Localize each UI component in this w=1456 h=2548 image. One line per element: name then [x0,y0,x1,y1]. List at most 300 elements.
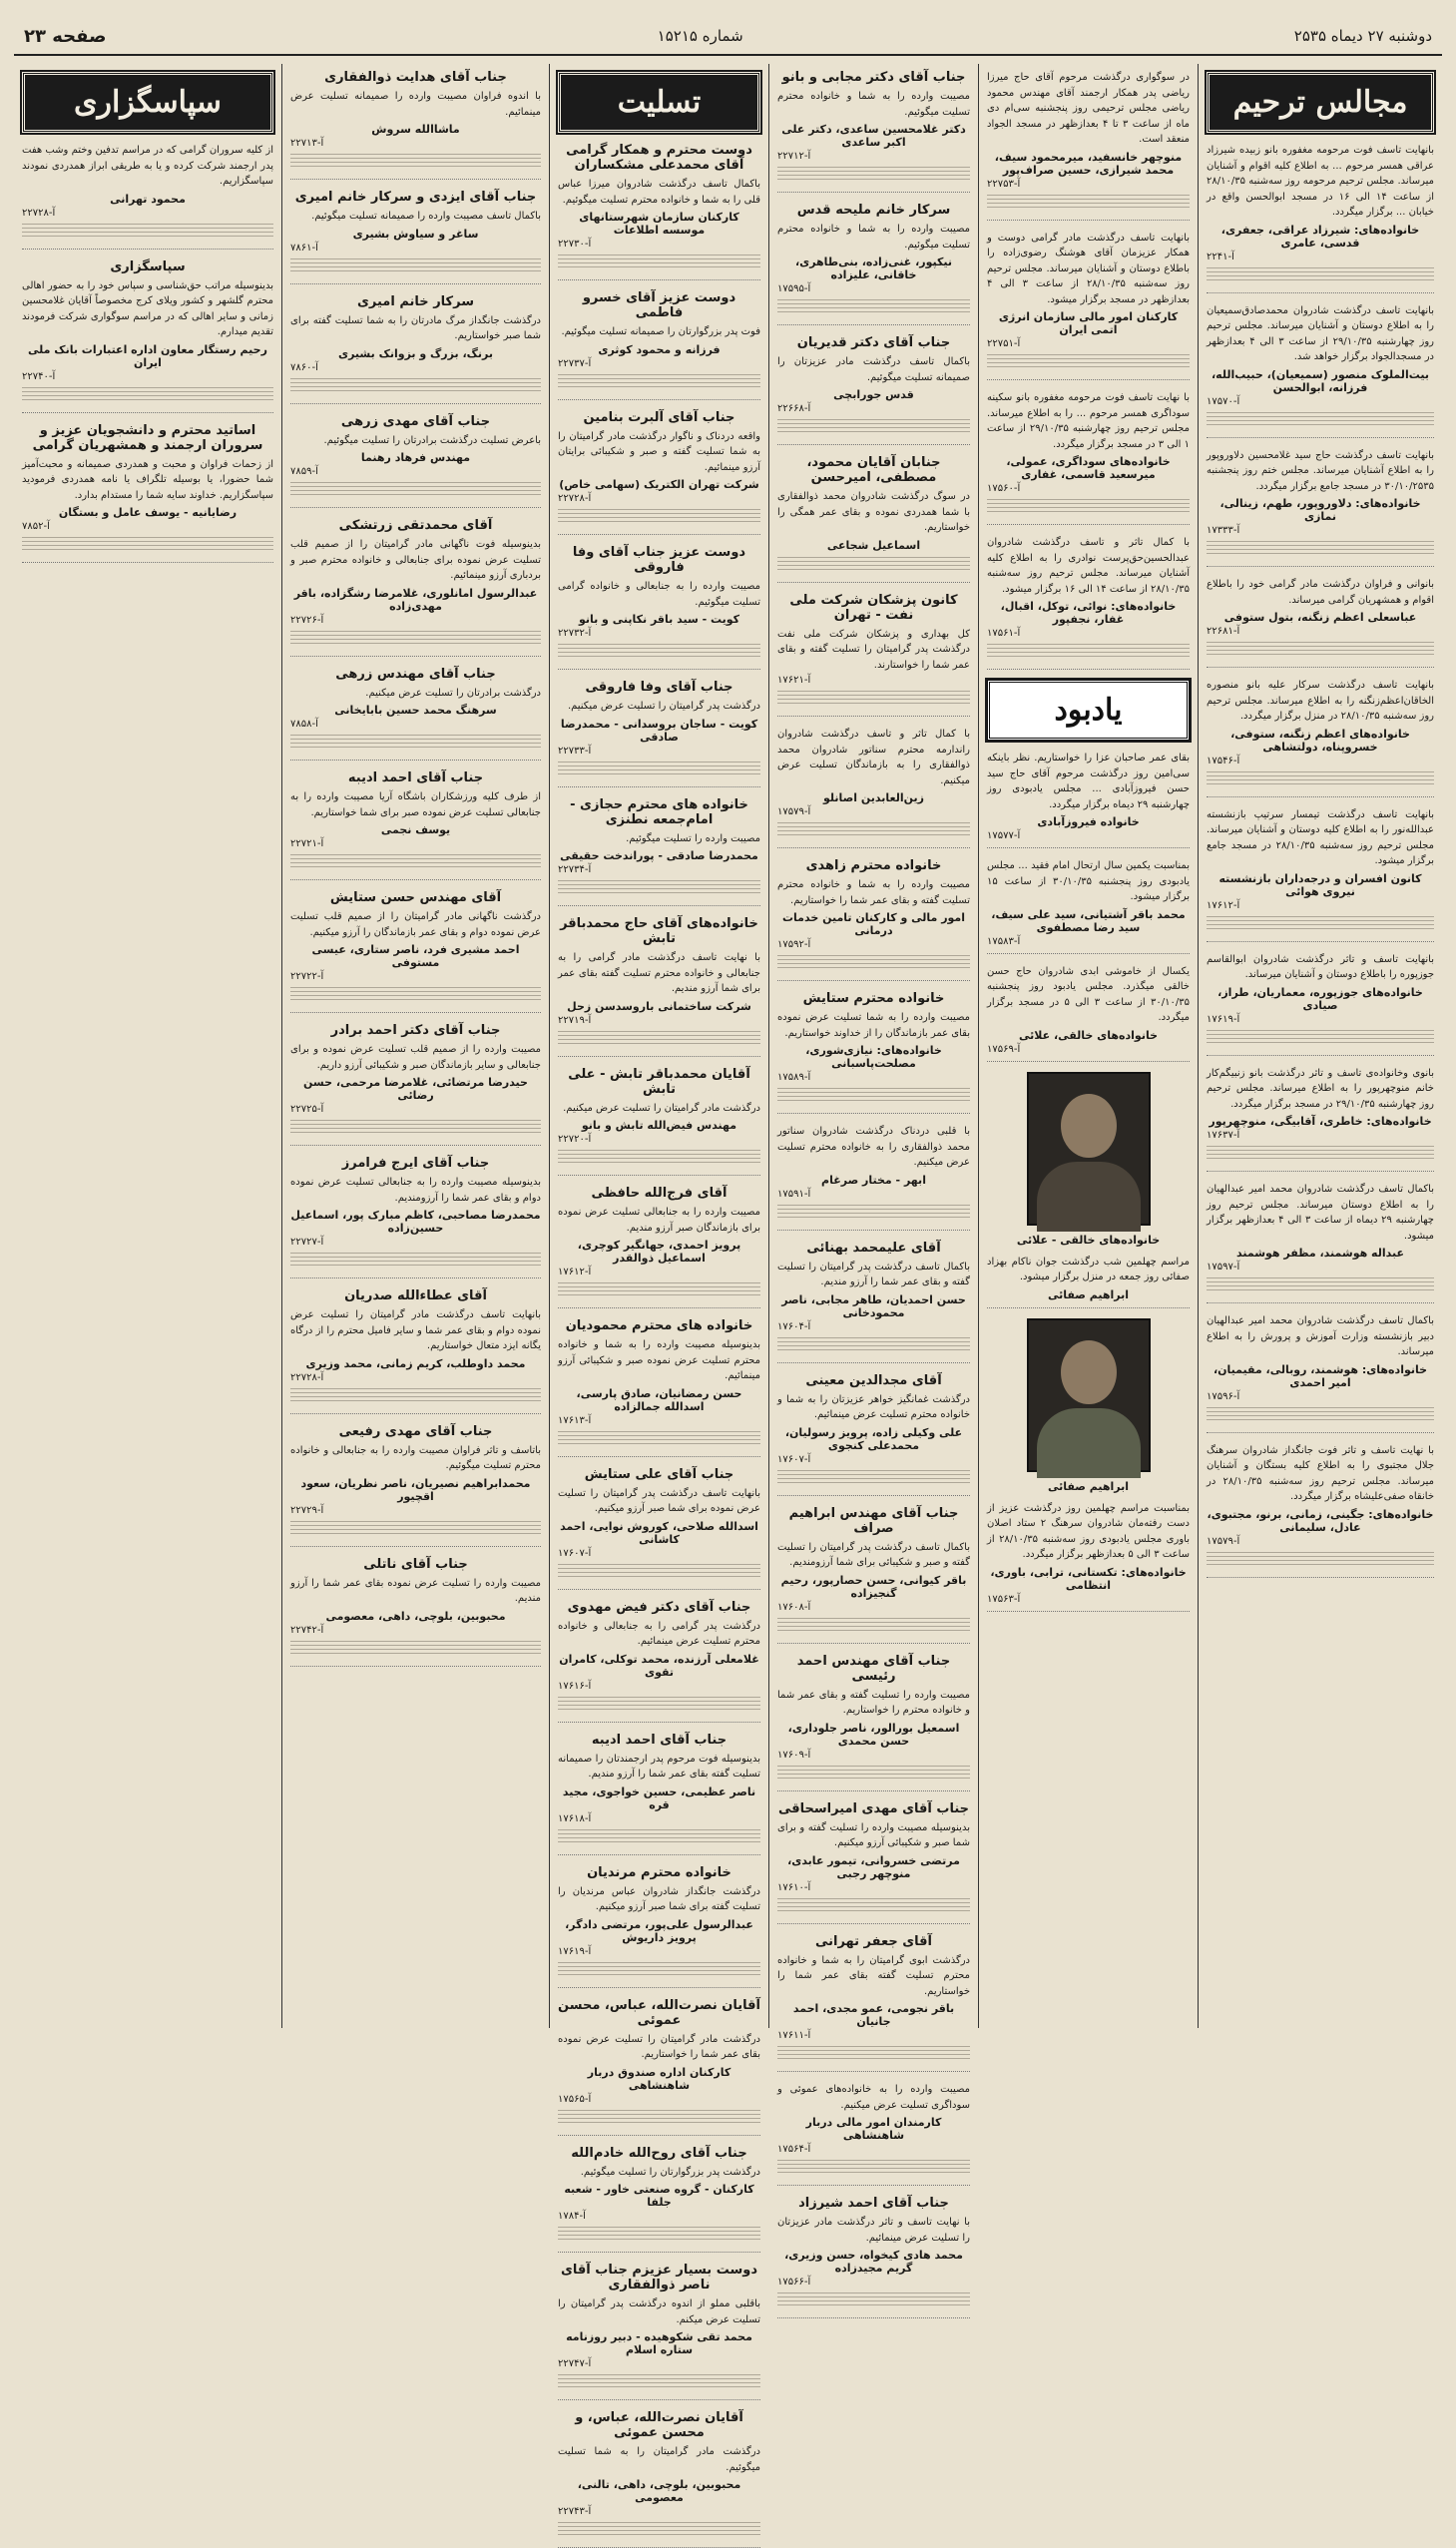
notice [290,190,541,284]
portrait-photo [1027,1072,1151,1226]
notice-code: آ-۷۸۵۹ [290,466,318,477]
notice-text: درگذشت مادر گرامیتان را به شما تسلیت میگوئیم. [558,2446,760,2473]
notice-title: جناب آقای احمد شیرزاد [798,2196,949,2211]
notice [1207,952,1434,1056]
notice [558,1186,760,1308]
text-lines [22,224,273,238]
notice-signature: محمدرضا صادقی - پوراندخت حقیقی [560,849,758,862]
notice [987,390,1190,525]
notice-signature: ابهر - مختار صرغام [821,1173,926,1187]
notice-code: آ-۲۲۷۲۵ [290,1104,324,1115]
column-2-notices [290,70,541,1667]
notice [777,2196,970,2318]
notice-title: آقای مهندس حسن ستایش [329,890,502,905]
notice-title: جناب آقای مهدی زرهی [340,413,491,429]
portrait-head [1061,1340,1117,1404]
text-lines [558,1431,760,1445]
notice-signature: خانواده‌های: هوشمند، روبالی، مقیمیان، امیر احمدی [1213,1362,1428,1389]
notice-title: جناب آقای مهندس زرهی [335,666,496,682]
notice-text: درگذشت پدر گرامی را به جنابعالی و خانواده محترم تسلیت عرض مینمائیم. [558,1620,760,1647]
text-lines [290,854,541,868]
notice-signature: برنگ، بزرگ و بزوانک بشیری [338,346,493,360]
column-3-notices [558,143,760,2548]
notice-text: مصیبت وارده را به شما و خانواده محترم تسلیت گفته و بقای عمر شما را خواستاریم. [777,879,970,906]
notice-title: آقای فرج‌الله حافظی [591,1186,728,1201]
notice-signature: خانواده‌های: نوائی، توکل، اقبال، غفار، نجفپور [1000,600,1177,626]
notice-code: آ-۲۲۷۲۲ [290,971,324,982]
issue-date: دوشنبه ۲۷ دیماه ۲۵۳۵ [1293,27,1432,45]
notice-title: جناب آقای علی ستایش [584,1466,734,1482]
notice-code: آ-۲۲۷۲۸ [558,493,592,504]
notice-text: با نهایت تاسف فوت مرحومه مغفوره بانو سکینه سودا‌گری همسر مرحوم ... را به اطلاع میرساند. مجلس ترحیم روز چهارشنبه ۲۹/۱۰/۳۵ از ساعت ۱ الی ۳ در مسجد برگزار میگردد. [987,392,1190,450]
notice-code: آ-۱۷۵۶۱ [987,628,1021,639]
notice-text: بانهایت تاسف درگذشت شادروان محمدصادق‌سمیعیان را به اطلاع دوستان و آشنایان میرساند. مجلس ترحیم روز چهارشنبه ۲۹/۱۰/۳۵ از ساعت ۳ الی ۴ بعدازظهر در مسجدالجواد برگزار خواهد شد. [1207,304,1434,362]
notice-code: آ-۲۲۷۱۳ [290,138,324,149]
notice-text: مصیبت وارده را به خانواده‌های عموئی و سوداگری تسلیت عرض میکنیم. [777,2084,970,2111]
text-lines [558,374,760,388]
page-number: صفحه ۲۳ [24,25,107,47]
notice [777,455,970,583]
text-lines [558,1564,760,1578]
notice-text: باکمال تاسف درگذشت شادروان میرزا عباس قلی را به شما و خانواده محترم تسلیت میگوئیم. [558,179,760,206]
text-lines [777,167,970,181]
notice-signature: ساغر و سیاوش بشیری [352,227,479,241]
notice-title: آقای جعفر تهرانی [814,1933,932,1949]
notice [558,143,760,280]
notice-text: باقلبی مملو از اندوه درگذشت پدر گرامیتان را تسلیت عرض میکنم. [558,2298,760,2325]
notice-signature: مهندس فرهاد رهنما [360,451,471,464]
notice-title: آقایان نصرت‌الله، عباس، محسن عموئی [558,1997,760,2028]
column-5 [978,64,1198,2028]
issue-number: شماره ۱۵۲۱۵ [657,27,743,45]
column-6 [1198,64,1442,2028]
notice [22,143,273,250]
notice-signature: حسن رمضانیان، صادق پارسی، اسدالله جمالزاده [576,1386,742,1413]
notice-title: جناب آقای مهندس احمد رئیسی [796,1653,951,1684]
notice [558,2410,760,2548]
text-lines [290,378,541,392]
notice-signature: خانواده‌های جوزپوره، معماریان، طراز، صیادی [1217,985,1423,1012]
notice [777,1934,970,2073]
notice [1207,448,1434,568]
notice-code: آ-۲۲۷۲۶ [290,614,324,626]
notice-title: خانواده محترم زاهدی [805,858,942,873]
notice-signature: ابراهیم صفائی [1047,1287,1130,1301]
notice-text: بدینوسیله مصیبت وارده را تسلیت گفته و برای شما صبر و شکیبائی آرزو میکنیم. [777,1821,970,1848]
notice-signature: اسدالله صلاحی، کوروش نوایی، احمد کاشانی [560,1519,758,1546]
notice-signature: کانون افسران و درجه‌داران بازنشسته نیروی هوائی [1218,871,1422,898]
notice-text: بمناسبت مراسم چهلمین روز درگذشت عزیز از دست رفته‌مان شادروان سرهنگ ۲ ستاد اصلان باوری مجلس یادبودی روز سه‌شنبه ۲۸/۱۰/۳۵ از ساعت ۳ الی ۵ بعدازظهر برگزار میگردد. [987,1502,1190,1560]
notice [987,70,1190,221]
notice-code: آ-۱۷۵۹۲ [777,939,811,950]
notice-signature: دکتر غلامحسین ساعدی، دکتر علی اکبر ساعدی [781,123,966,149]
notice-code: آ-۱۷۶۱۲ [558,1267,592,1277]
notice-title: خانواده محترم مرندیان [587,1864,731,1880]
notice-code: آ-۱۷۶۱۲ [1207,899,1240,911]
notice-signature: محمد تقی شکوهیده - دبیر روزنامه ستاره اسلام [566,2330,752,2356]
text-lines [558,1282,760,1296]
notice-text: درگذشت ابوی گرامیتان را به شما و خانواده محترم تسلیت گفته بقای عمر شما را خواستاریم. [777,1954,970,1997]
notice-code: آ-۱۷۳۳۳ [1207,525,1240,536]
notice [987,1501,1190,1612]
notice-text: مصیبت وارده را از صمیم قلب تسلیت عرض نموده و برای جنابعالی و سایر بازماندگان صبر و شکیبائی آرزو داریم. [290,1044,541,1071]
notice-title: آقای مجدالدین معینی [805,1372,942,1388]
notice [1207,678,1434,797]
notice-title: خانواده محترم ستایش [802,991,945,1006]
notice-code: آ-۱۷۶۰۹ [777,1749,811,1761]
notice [558,680,760,787]
notice-signature: شرکت تهران الکتریک (سهامی خاص) [559,478,759,491]
text-lines [987,195,1190,209]
notice-code: آ-۱۷۶۰۴ [777,1320,811,1332]
notice-code: آ-۷۸۵۲ [22,521,50,532]
notice-signature: قدس جورابچی [833,388,914,401]
notice-title: جناب آقای آلبرت بنامین [583,409,735,425]
notice [1207,143,1434,293]
notice-title: جناب آقای مهدی رفیعی [338,1423,493,1439]
notice-title: جناب آقای ایرج فرامرز [341,1156,490,1171]
notice-title: جناب آقای وفا فاروقی [585,680,733,695]
notice-signature: خانواده‌های: شیرزاد عراقی، جعفری، قدسی، عامری [1220,223,1420,250]
notice [558,1600,760,1723]
notice-code: آ-۱۷۶۱۹ [1207,1013,1240,1025]
text-lines [558,255,760,268]
notice-signature: پرویز احمدی، جهانگیر کوچری، اسماعیل ذوالقدر [577,1239,741,1265]
notice [777,1241,970,1363]
notice-title: سپاسگزاری [110,258,186,274]
notice [290,1424,541,1547]
notice [1207,1443,1434,1578]
text-lines [777,1337,970,1351]
notice-text: با نهایت تاسف و تاثر درگذشت مادر عزیزتان را تسلیت عرض مینمائیم. [777,2217,970,2244]
notice [777,1506,970,1644]
notice-text: باکمال تاسف درگذشت شادروان محمد امیر عبدالهیان دبیر بازنشسته وزارت آموزش و پرورش را به اطلاع میرساند. [1207,1315,1434,1357]
notice-signature: محمود تهرانی [110,192,186,206]
notice-signature: فرزانه و محمود کوثری [598,342,721,356]
notice-text: بانهایت تاسف درگذشت سرکار علیه بانو منصوره الخاقان‌اعظم‌زنگنه را به اطلاع میرساند. مجلس ترحیم روز سه‌شنبه ۲۸/۱۰/۳۵ در منزل برگزار میگردد. [1207,680,1434,722]
notice-text: مصیبت وارده را به شما و خانواده محترم تسلیت میگوئیم. [777,224,970,251]
text-lines [777,822,970,836]
notice-text: در سوگ درگذشت شادروان محمد ذوالفقاری با شما همدردی نموده و بقای عمر همگی را خواستاریم. [777,491,970,533]
majales-banner: مجالس ترحیم [1207,72,1434,133]
notice-code: آ-۷۸۶۰ [290,361,318,373]
notice-text: بانهایت تاسف درگذشت مادر گرامی دوست و همکار عزیزمان آقای هوشنگ رضوی‌زاده را باطلاع دوستان و آشنایان میرساند. مجلس ترحیم روز سه‌شنبه ۲۸/۱۰/۳۵ از ساعت ۳ الی ۴ بعدازظهر در مسجد برگزار میشود. [987,232,1190,305]
text-lines [987,644,1190,658]
notice-signature: کارکنان امور مالی سازمان انرژی اتمی ایران [998,310,1179,336]
text-lines [558,509,760,523]
notice-text: مصیبت وارده را تسلیت گفته و بقای عمر شما و خانواده محترم را خواستاریم. [777,1689,970,1716]
text-lines [558,644,760,658]
text-lines [290,482,541,496]
text-lines [22,537,273,551]
notice-code: آ-۲۲۷۱۹ [558,1014,592,1026]
notice-code: آ-۷۸۵۸ [290,719,318,730]
notice-text: باکمال تاسف درگذشت شادروان محمد امیر عبدالهیان را به اطلاع دوستان میرساند. مجلس ترحیم روز چهارشنبه ۲۹ دیماه از ساعت ۳ الی ۴ بعدازظهر برگزار میشود. [1207,1184,1434,1242]
notice [777,1373,970,1496]
notice [290,890,541,1013]
notice-text: بانهایت تاسف فوت مرحومه مغفوره بانو زبیده شیرزاد عراقی همسر مرحوم ... به اطلاع کلیه اقوام و آشنایان میرساند. مجلس ترحیم مرحومه روز سه‌شنبه ۲۸/۱۰/۳۵ از ساعت ۱۴ الی ۱۶ در مسجد ابوالحسن واقع در خیابان ... برگزار میگردد. [1207,145,1434,218]
text-lines [290,631,541,645]
text-lines [987,499,1190,513]
notice-title: آقای محمدتقی زرتشکی [338,518,493,533]
notice [558,2263,760,2400]
text-lines [558,2227,760,2241]
text-lines [558,1031,760,1045]
notice-title: دوست بسیار عزیزم جناب آقای ناصر ذوالفقاری [560,2263,758,2293]
text-lines [290,154,541,168]
text-lines [558,1962,760,1976]
notice [558,797,760,907]
notice-text: از کلیه سروران گرامی که در مراسم تدفین وختم وشب هفت پدر ارجمند شرکت کرده و یا به طریقی ابراز همدردی نمودند سپاسگزاریم. [22,145,273,187]
notice-text: فوت پدر بزرگوارتان را صمیمانه تسلیت میگوئیم. [561,326,760,337]
notice-signature: اسماعیل شجاعی [826,538,921,552]
notice [558,916,760,1057]
notice-text: باکمال تاسف درگذشت پدر گرامیتان را تسلیت گفته و صبر و شکیبائی برای شما آرزومندیم. [777,1541,970,1568]
notice-signature: محمد داوطلب، کریم زمانی، محمد وزیری [305,1356,526,1370]
notice-code: آ-۲۲۷۴۷ [558,2358,592,2369]
notice-signature: خانواده‌های: دلاوروپور، طهم، زینالی، نمازی [1219,497,1421,523]
notice-code: آ-۱۷۶۲۱ [777,675,811,686]
notice-text: مراسم چهلمین شب درگذشت جوان ناکام بهزاد صفائی روز جمعه در منزل برگزار میشود. [987,1256,1190,1282]
notice [558,290,760,400]
text-lines [777,1205,970,1219]
text-lines [777,2160,970,2174]
notice-code: آ-۱۷۵۶۳ [987,1593,1021,1605]
notice-text: واقعه دردناک و ناگوار درگذشت مادر گرامیتان را به شما تسلیت گفته و صبر و شکیبائی برایتان آرزو مینمائیم. [558,430,760,473]
notice-signature: خانواده‌های: جگینی، زمانی، برنو، مجتبوی، عادل، سلیمانی [1207,1507,1434,1534]
column-1-notices [22,143,273,563]
notice-code: آ-۱۷۵۶۵ [558,2093,592,2105]
notice [1207,1066,1434,1173]
notice-code: آ-۲۲۷۳۴ [558,864,592,875]
text-lines [1207,1146,1434,1160]
notice-text: باکمال تاسف درگذشت مادر عزیزتان را صمیمانه تسلیت میگوئیم. [777,356,970,383]
notice-text: درگذشت غمانگیز خواهر عزیزتان را به شما و خانواده محترم تسلیت عرض مینمائیم. [777,1393,970,1420]
notice-title: خانواده های محترم حجازی - امام‌جمعه نطنزی [570,796,748,827]
notice [290,518,541,657]
notice [777,335,970,445]
text-lines [558,2522,760,2536]
notice-signature: کارکنان اداره صندوق دربار شاهنشاهی [587,2065,731,2092]
notice-signature: خانواده‌های: تکستانی، ترابی، باوری، انتظامی [990,1565,1187,1592]
notice-title: خانواده های محترم محمودیان [565,1318,753,1333]
notice-text: درگذشت برادرتان را تسلیت عرض میکنیم. [365,687,541,699]
notice-signature: مرتضی خسروانی، تیمور عابدی، منوچهر رجبی [787,1853,960,1880]
notice-code: آ-۲۲۷۲۰ [558,1134,592,1145]
notice-code: آ-۲۲۷۳۰ [558,239,592,250]
notice [777,991,970,1114]
notice-code: آ-۱۷۵۶۹ [987,1043,1021,1055]
notice-signature: حسن احمدیان، طاهر مجابی، ناصر محمودخانی [781,1292,966,1319]
notice [290,667,541,762]
notice-title: جناب آقای مهدی امیراسحاقی [777,1800,970,1816]
notice [558,1998,760,2136]
notice-text: مصیبت وارده را به جنابعالی تسلیت عرض نموده برای بازماندگان صبر آرزو مندیم. [558,1207,760,1234]
notice-code: آ-۱۷۶۱۱ [777,2030,811,2041]
notice-signature: کارکنان - گروه صنعتی خاور - شعبه جلفا [564,2183,754,2209]
portrait-head [1061,1094,1117,1158]
columns [14,64,1442,2517]
notice-code: آ-۱۷۵۹۶ [1207,1390,1240,1402]
notice [987,535,1190,670]
notice-code: آ-۱۷۵۴۶ [1207,755,1240,766]
text-lines [1207,267,1434,281]
notice [22,259,273,413]
notice [777,2082,970,2186]
text-lines [290,1521,541,1535]
notice-code: آ-۲۲۷۴۰ [22,370,56,382]
notice-text: مصیبت وارده را تسلیت میگوئیم. [626,832,760,844]
text-lines [1207,916,1434,930]
notice-code: آ-۲۲۷۳۳ [558,745,592,757]
notice-code: آ-۱۷۵۹۷ [1207,1262,1240,1273]
notice-title: دوست عزیز جناب آقای وفا فاروقی [572,545,746,575]
text-lines [1207,541,1434,555]
notice-title: جناب آقای دکتر فیض مهدوی [567,1599,751,1615]
notice-code: آ-۱۷۵۹۱ [777,1188,811,1200]
notice-text: باکمال تاسف مصیبت وارده را صمیمانه تسلیت میگوئیم. [311,211,541,222]
notice-title: دوست عزیز آقای خسرو فاطمی [582,290,736,320]
notice-text: از طرف کلیه ورزشکاران باشگاه آریا مصیبت وارده را به جنابعالی تسلیت عرض نموده صبر برای شما خواستاریم. [290,791,541,818]
notice-title: جناب آقای دکتر احمد برادر [330,1023,501,1038]
notice [777,1124,970,1231]
notice-text: بانوانی و فراوان درگذشت مادر گرامی خود را باطلاع اقوام و همشهریان گرامی میرساند. [1207,579,1434,606]
column-4-notices [777,70,970,2318]
notice-signature: شرکت ساختمانی باروسدسن زحل [567,999,751,1013]
notice-code: آ-۲۲۷۳۷ [558,357,592,369]
notice-text: بقای عمر صاحبان عزا را خواستاریم. نظر باینکه سی‌امین روز درگذشت مرحوم آقای حاج سید حسن فیروزآبادی ... مجلس یادبودی روز چهارشنبه ۲۹ دیماه برگزار میگردد. [987,753,1190,810]
text-lines [22,387,273,401]
notice [290,1288,541,1414]
notice [558,1467,760,1590]
notice-signature: اسمعیل بورالور، ناصر جلوداری، حسن محمدی [787,1721,960,1748]
notice-title: جناب آقای دکتر مجابی و بانو [781,70,966,85]
notice [987,1255,1190,1308]
notice [777,858,970,981]
text-lines [1207,1277,1434,1291]
notice-title: جنابان آقایان محمود، مصطفی، امیرحسن [806,455,941,485]
text-lines [290,1120,541,1134]
notice-signature: کویت - سید باقر نکاپنی و بانو [578,613,740,626]
notice [22,423,273,564]
notice-text: بدینوسیله مراتب حق‌شناسی و سپاس خود را به حضور اهالی محترم گلشهر و کشور ویلای کرج مخصوصاً آقایان غلامحسین زمانی و سایر اهالی که در مراسم سوگواری شرکت فرمودند تقدیم میدارم. [22,279,273,337]
notice [558,1067,760,1177]
text-lines [777,955,970,969]
text-lines [1207,1030,1434,1044]
notice [290,294,541,404]
notice-text: بانهایت تاسف و تاثر درگذشت شادروان ابوالقاسم جوزپوره را باطلاع دوستان و آشنایان میرساند. [1207,953,1434,980]
notice [987,858,1190,954]
notice-title: سرکار خانم امیری [357,293,474,309]
notice [777,1654,970,1791]
text-lines [777,299,970,313]
notice-text: باعرض تسلیت درگذشت برادرتان را تسلیت میگوئیم. [323,434,541,446]
notice-code: آ-۱۷۶۱۰ [777,1881,811,1893]
notice-signature: خانواده فیروزآبادی [1037,815,1140,828]
text-lines [777,2046,970,2060]
notice-signature: محمد هادی کیخواه، حسن وزیری، گریم مجیدزاده [784,2249,963,2275]
notice [558,1733,760,1855]
notice-signature: رضایانیه - یوسف عامل و بستگان [58,506,238,519]
notice-text: در سوگواری درگذشت مرحوم آقای حاج میرزا ریاضی پدر همکار ارجمند آقای مهندس محمود ریاضی مجلس ترحیمی روز پنجشنبه سی‌ام دی ماه از ساعت ۳ تا ۴ بعدازظهر در مسجد الجواد منعقد است. [987,72,1191,145]
notice-title: آقای عطاءالله صدریان [344,1288,487,1303]
notice-text: درگذشت جانگداز شادروان عباس مرندیان را تسلیت گفته برای شما صبر آرزو میکنیم. [558,1885,760,1912]
text-lines [777,2293,970,2306]
notice-signature: غلامعلی آرزنده، محمد توکلی، کامران تقوی [559,1652,759,1679]
photo-caption: ابراهیم صفائی [1047,1479,1130,1493]
notice-signature: باقر نجومی، عمو مجدی، احمد جانیان [792,2002,955,2028]
notice-signature: خانواده‌های خالقی، علائی [1018,1028,1159,1042]
notice-text: یکسال از خاموشی ابدی شادروان حاج حسن خالقی میگذرد. مجلس یادبود روز پنجشنبه ۳۰/۱۰/۳۵ از ساعت ۳ الی ۵ در مسجد برگزار میگردد. [987,965,1190,1023]
notice-signature: محمدرضا مصاحبی، کاظم مبارک پور، اسماعیل حسین‌زاده [290,1209,541,1235]
notice-code: آ-۱۷۵۷۰ [1207,395,1240,407]
notice-signature: عبدالرسول امانلوری، غلامرضا رشگزاده، باقر مهدی‌زاده [293,586,538,613]
notice-code: آ-۱۷۸۴ [558,2211,586,2222]
notice-signature: خانواده‌های: خاطری، آقابیگی، منوچهرپور [1209,1115,1432,1128]
portrait-body [1037,1162,1141,1232]
notice [1207,577,1434,668]
notice-title: جناب آقای ایزدی و سرکار خانم امیری [294,190,537,205]
notice [777,593,970,718]
notice-text: مصیبت وارده را به شما و خانواده محترم تسلیت میگوئیم. [777,91,970,118]
notice-text: بدینوسیله فوت مرحوم پدر ارجمندتان را صمیمانه تسلیت گفته بقای عمر شما را آرزو مندیم. [558,1753,760,1780]
notice-signature: خانواده‌های اعظم زنگنه، ستوفی، خسروپناه، دولتشاهی [1230,727,1410,754]
notice-title: جناب آقای مهندس ابراهیم صراف [788,1505,959,1536]
notice [290,1023,541,1146]
notice-code: آ-۱۷۵۶۴ [777,2144,811,2155]
text-lines [777,557,970,571]
text-lines [777,1470,970,1484]
notice-code: آ-۱۷۶۰۷ [558,1547,592,1559]
text-lines [1207,412,1434,426]
notice-text: مصیبت وارده را به شما تسلیت عرض نموده بقای عمر بازماندگان را از خداوند خواستاریم. [777,1012,970,1039]
notice-title: کانون پزشکان شرکت ملی نفت - تهران [789,592,958,623]
yadbood-banner: یادبود [987,680,1190,741]
text-lines [290,987,541,1001]
notice-title: اساتید محترم و دانشجویان عزیز و سروران ارجمند و همشهریان گرامی [32,422,263,453]
notice-text: با کمال تاثر و تاسف درگذشت شادروان عبدالحسین‌حق‌پرست نوادری را به اطلاع کلیه آشنایان میرساند. مجلس ترحیم روز سه‌شنبه ۲۸/۱۰/۳۵ از ساعت ۱۴ الی ۱۶ برگزار میشود. [987,537,1190,595]
notice-code: آ-۲۲۷۵۱ [987,338,1021,349]
notice [558,1865,760,1988]
notice [290,414,541,509]
notice [558,410,760,536]
text-lines [1207,642,1434,656]
notice-signature: خانواده‌های سودا‌گری، عمولی، میرسعید قاسمی، غفاری [1006,455,1171,481]
notice-code: آ-۱۷۵۸۳ [987,935,1021,947]
notice-signature: عبداله هوشمند، مظفر هوشمند [1235,1247,1404,1260]
tasliat-banner: تسلیت [558,72,760,133]
notice-text: بانهایت تاسف درگذشت حاج سید غلامحسین دلاوروپور را به اطلاع آشنایان میرساند. مجلس ختم روز پنجشنبه ۳۰/۱۰/۲۵۳۵ در مسجد جامع برگزار میگردد. [1207,449,1434,492]
notice [777,70,970,193]
notice-signature: احمد مشیری فرد، ناصر ستاری، عیسی مستوفی [311,943,520,969]
sepasgozari-banner: سپاسگزاری [22,72,273,133]
notice [1207,303,1434,438]
notice-code: آ-۱۷۶۱۳ [558,1414,592,1426]
notice [290,1156,541,1278]
notice-code: آ-۱۷۵۸۹ [777,1072,811,1083]
notice-text: مصیبت وارده را به جنابعالی و خانواده گرامی تسلیت میگوئیم. [558,581,760,608]
notice-text: بمناسبت یکمین سال ارتحال امام فقید ... مجلس یادبودی روز پنجشنبه ۳۰/۱۰/۳۵ از ساعت ۱۵ برگزار میشود. [987,860,1190,902]
text-lines [290,1253,541,1267]
notice-title: جناب آقای روح‌الله خادم‌الله [571,2145,747,2161]
notice [290,770,541,880]
notice-signature: عبدالرسول علی‌پور، مرتضی دادگر، پرویز داریوش [565,1917,753,1944]
column-5-notices-bottom [987,751,1190,1612]
notice-signature: محمدابراهیم نصیریان، ناصر نظریان، سعود اقچیور [300,1476,531,1503]
notice-text: درگذشت جانگداز مرگ مادرتان را به شما تسلیت گفته برای شما صبر خواستاریم. [290,314,541,341]
text-lines [558,1829,760,1843]
notice-code: آ-۲۲۷۲۱ [290,838,324,849]
